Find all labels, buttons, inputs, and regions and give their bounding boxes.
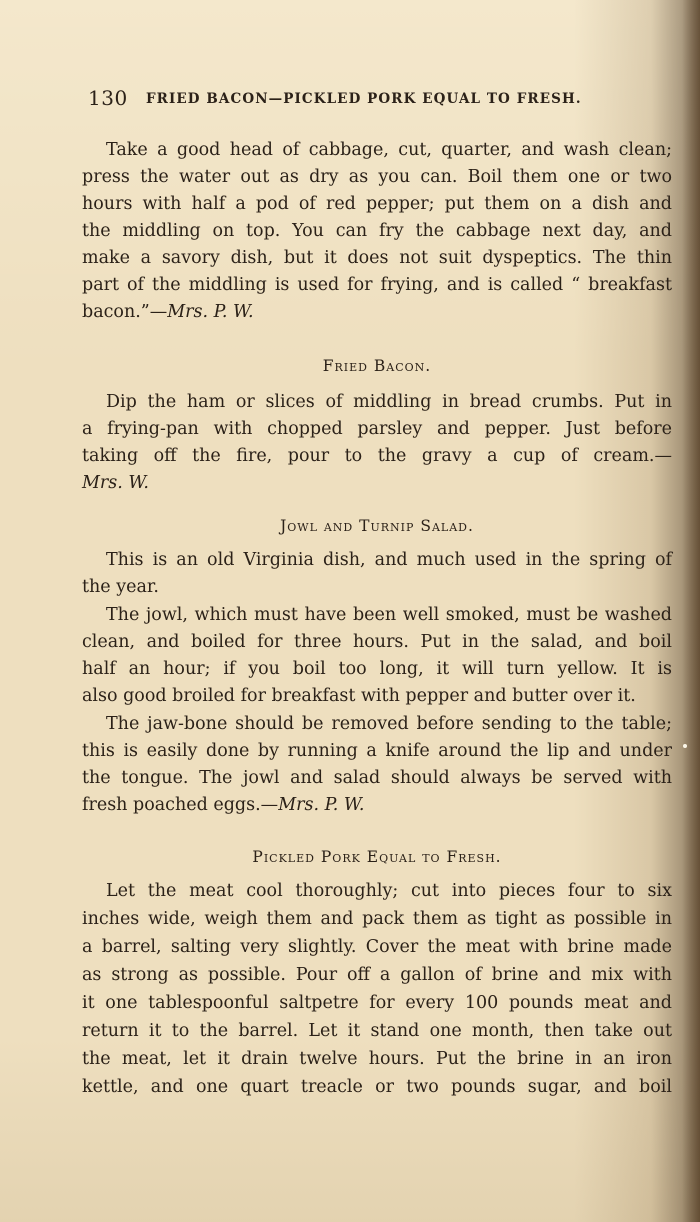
text-line (82, 299, 672, 326)
text-line: make a savory dish, but it does not suit dyspeptics. The thin (82, 248, 672, 268)
running-head: FRIED BACON—PICKLED PORK EQUAL TO FRESH. (146, 91, 582, 107)
text-line-start: bacon.”— (82, 302, 168, 322)
page-number: 130 (88, 86, 128, 110)
text-line: This is an old Virginia dish, and much used in the spring of (106, 550, 672, 570)
text-line: the middling on top. You can fry the cabbage next day, and (82, 221, 672, 241)
text-line: a frying-pan with chopped parsley and pepper. Just before (82, 419, 672, 439)
text-line: Dip the ham or slices of middling in bread crumbs. Put in (106, 392, 672, 412)
text-line: as strong as possible. Pour off a gallon of brine and mix with (82, 965, 672, 985)
text-line: a barrel, salting very slightly. Cover the meat with brine made (82, 937, 672, 957)
text-line-start: fresh poached eggs.— (82, 795, 279, 815)
text-line: it one tablespoonful saltpetre for every 100 pounds meat and (82, 993, 672, 1013)
page-header (88, 86, 633, 116)
recipe-heading-jowl-salad: Jowl and Turnip Salad. (280, 517, 474, 535)
text-line: half an hour; if you boil too long, it will turn yellow. It is (82, 659, 672, 679)
text-line: inches wide, weigh them and pack them as tight as possible in (82, 909, 672, 929)
attribution: Mrs. P. W. (167, 302, 254, 322)
text-line: Let the meat cool thoroughly; cut into pieces four to six (106, 881, 672, 901)
text-line: The jowl, which must have been well smoked, must be washed (106, 605, 672, 625)
text-line: taking off the fire, pour to the gravy a cup of cream.— (82, 446, 672, 466)
text-line: hours with half a pod of red pepper; put them on a dish and (82, 194, 672, 214)
text-line: part of the middling is used for frying, and is called “ breakfast (82, 275, 672, 295)
text-line (82, 792, 672, 819)
text-line: kettle, and one quart treacle or two pounds sugar, and boil (82, 1077, 672, 1097)
text-line: Take a good head of cabbage, cut, quarter, and wash clean; (106, 140, 672, 160)
text-line: The jaw-bone should be removed before sending to the table; (106, 714, 672, 734)
text-line: this is easily done by running a knife around the lip and under (82, 741, 672, 761)
text-line: return it to the barrel. Let it stand one month, then take out (82, 1021, 672, 1041)
attribution: Mrs. P. W. (278, 795, 365, 815)
recipe-heading-fried-bacon: Fried Bacon. (322, 357, 432, 375)
recipe-heading-pickled-pork: Pickled Pork Equal to Fresh. (252, 848, 502, 866)
text-line: also good broiled for breakfast with pepper and butter over it. (82, 686, 636, 706)
text-line: clean, and boiled for three hours. Put in the salad, and boil (82, 632, 672, 652)
text-line: the meat, let it drain twelve hours. Put the brine in an iron (82, 1049, 672, 1069)
paper-speck (683, 744, 687, 748)
text-line: the year. (82, 577, 159, 597)
text-line: press the water out as dry as you can. Boil them one or two (82, 167, 672, 187)
text-line: the tongue. The jowl and salad should always be served with (82, 768, 672, 788)
attribution: Mrs. W. (82, 473, 149, 493)
book-spine-shadow (682, 0, 700, 1222)
